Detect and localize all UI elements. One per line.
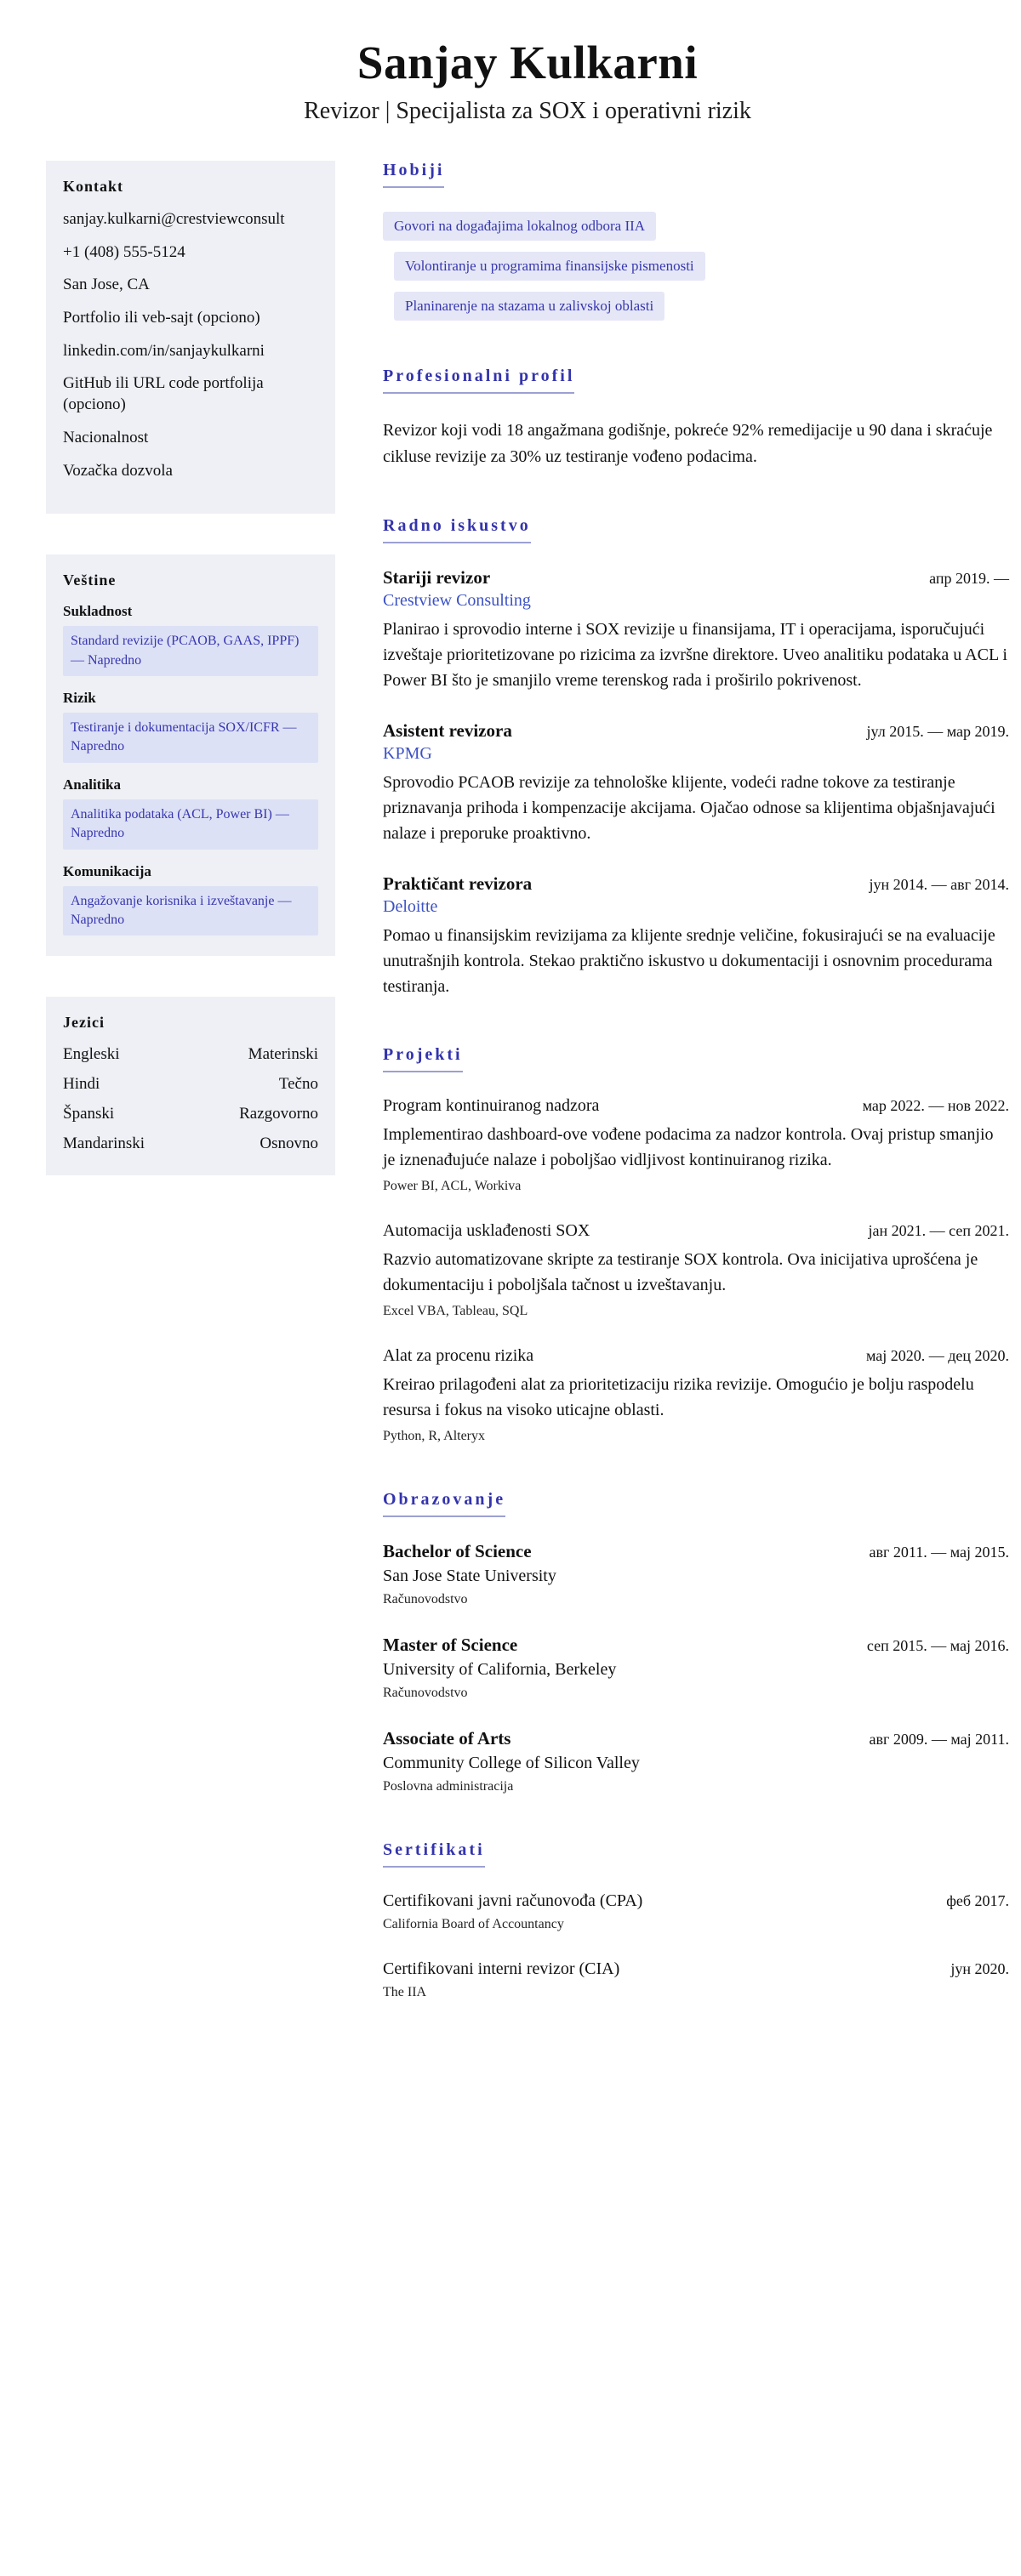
language-name: Mandarinski [63, 1134, 145, 1153]
education-section [383, 1490, 1009, 1794]
content-columns [46, 161, 1009, 2046]
certification-name: Certifikovani interni revizor (CIA) [383, 1959, 620, 1978]
project-entry [383, 1346, 1009, 1444]
entry-header [383, 1891, 1009, 1911]
skill-chip: Angažovanje korisnika i izveštavanje — Napredno [63, 886, 318, 936]
hobby-tag: Volontiranje u programima finansijske pismenosti [394, 252, 705, 281]
experience-heading: Radno iskustvo [383, 516, 531, 543]
skill-chip: Testiranje i dokumentacija SOX/ICFR — Napredno [63, 713, 318, 763]
date-range: авг 2011. — мај 2015. [869, 1544, 1009, 1561]
project-description: Razvio automatizovane skripte za testiranje SOX kontrola. Ova inicijativa uprošćena je dokumentaciju i poboljšala tačnost u izveštavanju. [383, 1250, 978, 1294]
language-row [63, 1134, 318, 1153]
company-link[interactable]: Deloitte [383, 897, 438, 916]
job-subtitle: Revizor | Specijalista za SOX i operativni rizik [304, 98, 751, 124]
date-range: јун 2020. [950, 1960, 1009, 1977]
experience-entry [383, 720, 1009, 846]
language-row [63, 1045, 318, 1064]
field-of-study: Poslovna administracija [383, 1779, 514, 1794]
language-level: Materinski [248, 1045, 318, 1064]
date-range: авг 2009. — мај 2011. [869, 1731, 1009, 1748]
education-entry [383, 1541, 1009, 1607]
field-of-study: Računovodstvo [383, 1592, 468, 1606]
project-entry [383, 1221, 1009, 1319]
profile-text: Revizor koji vodi 18 angažmana godišnje, pokreće 92% remedijacije u 90 dana i skraćuje cikluse revizije za 30% uz testiranje vođeno podacima. [383, 421, 993, 466]
skill-category: Rizik [63, 689, 96, 706]
profile-heading: Profesionalni profil [383, 367, 574, 394]
entry-header [383, 1221, 1009, 1241]
job-description: Pomao u finansijskim revizijama za klijente srednje veličine, fokusirajući se na evaluacije unutrašnjih kontrola. Stekao praktično iskustvo u dokumentaciji i osnovnim procedurama testiranja. [383, 926, 995, 996]
skill-category: Analitika [63, 776, 122, 793]
certifications-heading: Sertifikati [383, 1840, 485, 1868]
hobby-tag-row [394, 292, 1009, 321]
certification-entry [383, 1959, 1009, 2000]
resume-header [46, 36, 1009, 125]
language-level: Razgovorno [239, 1105, 318, 1123]
company-link[interactable]: Crestview Consulting [383, 591, 531, 610]
main-column [383, 161, 1009, 2046]
contact-nationality: Nacionalnost [63, 428, 149, 446]
project-tech: Power BI, ACL, Workiva [383, 1179, 522, 1193]
language-name: Engleski [63, 1045, 120, 1064]
languages-title: Jezici [63, 1014, 105, 1032]
entry-header [383, 720, 1009, 742]
projects-section [383, 1045, 1009, 1444]
school-name: University of California, Berkeley [383, 1660, 617, 1679]
hobby-tag: Planinarenje na stazama u zalivskoj oblasti [394, 292, 665, 321]
degree-title: Associate of Arts [383, 1728, 511, 1749]
experience-entry [383, 567, 1009, 693]
education-entry [383, 1728, 1009, 1794]
date-range: јан 2021. — сеп 2021. [868, 1222, 1009, 1239]
profile-section [383, 367, 1009, 470]
language-name: Hindi [63, 1075, 100, 1094]
contact-title: Kontakt [63, 178, 124, 195]
skill-chip: Standard revizije (PCAOB, GAAS, IPPF) — Napredno [63, 626, 318, 676]
languages-section [46, 997, 335, 1175]
contact-section [46, 161, 335, 514]
date-range: феб 2017. [946, 1892, 1009, 1909]
job-description: Sprovodio PCAOB revizije za tehnološke klijente, vodeći radne tokove za testiranje priznavanja prihoda i kompenzacije akcijama. Ojačao odnose sa klijentima objašnjavajući nalaze i preporuke proaktivno. [383, 773, 995, 843]
project-entry [383, 1096, 1009, 1194]
hobby-tag: Govori na događajima lokalnog odbora IIA [383, 212, 656, 241]
skill-chip: Analitika podataka (ACL, Power BI) — Napredno [63, 799, 318, 850]
entry-header [383, 1096, 1009, 1116]
role-title: Praktičant revizora [383, 873, 533, 894]
date-range: сеп 2015. — мај 2016. [866, 1637, 1009, 1654]
language-name: Španski [63, 1105, 115, 1123]
project-description: Kreirao prilagođeni alat za prioritetizaciju rizika revizije. Omogućio je bolju raspodelu resursa i fokus na visoko uticajne oblasti. [383, 1375, 974, 1419]
school-name: Community College of Silicon Valley [383, 1754, 640, 1772]
degree-title: Bachelor of Science [383, 1541, 532, 1561]
skills-title: Veštine [63, 571, 117, 589]
degree-title: Master of Science [383, 1635, 518, 1655]
entry-header [383, 1541, 1009, 1562]
education-heading: Obrazovanje [383, 1490, 505, 1517]
experience-section [383, 516, 1009, 999]
contact-portfolio: Portfolio ili veb-sajt (opciono) [63, 309, 260, 327]
project-tech: Excel VBA, Tableau, SQL [383, 1304, 528, 1318]
language-row [63, 1105, 318, 1123]
contact-drivers-license: Vozačka dozvola [63, 461, 173, 480]
entry-header [383, 1728, 1009, 1749]
language-level: Tečno [278, 1075, 318, 1094]
projects-heading: Projekti [383, 1045, 463, 1072]
date-range: јул 2015. — мар 2019. [866, 723, 1009, 740]
experience-entry [383, 873, 1009, 999]
date-range: јун 2014. — авг 2014. [869, 876, 1009, 893]
job-description: Planirao i sprovodio interne i SOX revizije u finansijama, IT i operacijama, isporučujući izveštaje prioritetizovane po rizicima za izvršne direktore. Uveo analitiku podataka u ACL i Power BI što je smanjilo vreme terenskog rada i proširilo pokrivenost. [383, 620, 1007, 690]
skill-category: Komunikacija [63, 862, 151, 879]
project-title: Automacija usklađenosti SOX [383, 1221, 590, 1240]
certification-issuer: California Board of Accountancy [383, 1917, 564, 1931]
sidebar [46, 161, 335, 1216]
contact-github: GitHub ili URL code portfolija (opciono) [63, 374, 264, 414]
skills-section [46, 554, 335, 956]
entry-header [383, 567, 1009, 589]
hobby-tag-row [394, 252, 1009, 281]
date-range: апр 2019. — [929, 570, 1009, 587]
hobbies-section [383, 161, 1009, 321]
date-range: мар 2022. — нов 2022. [862, 1097, 1009, 1114]
education-entry [383, 1635, 1009, 1701]
certification-issuer: The IIA [383, 1985, 427, 1999]
project-title: Program kontinuiranog nadzora [383, 1096, 600, 1115]
role-title: Stariji revizor [383, 567, 491, 588]
entry-header [383, 1959, 1009, 1979]
role-title: Asistent revizora [383, 720, 512, 741]
project-title: Alat za procenu rizika [383, 1346, 534, 1365]
language-row [63, 1075, 318, 1094]
entry-header [383, 1346, 1009, 1366]
contact-location: San Jose, CA [63, 276, 150, 294]
entry-header [383, 873, 1009, 895]
certifications-section [383, 1840, 1009, 2000]
skill-category: Sukladnost [63, 603, 133, 620]
certification-name: Certifikovani javni računovođa (CPA) [383, 1891, 643, 1910]
certification-entry [383, 1891, 1009, 1932]
language-level: Osnovno [260, 1134, 318, 1153]
page-title: Sanjay Kulkarni [356, 37, 699, 88]
project-description: Implementirao dashboard-ove vođene podacima za nadzor kontrola. Ovaj pristup smanjio je iznenađujuće nalaze i poboljšao vidljivost kontinuiranog rizika. [383, 1125, 994, 1169]
contact-linkedin: linkedin.com/in/sanjaykulkarni [63, 341, 265, 360]
field-of-study: Računovodstvo [383, 1686, 468, 1700]
school-name: San Jose State University [383, 1567, 556, 1585]
project-tech: Python, R, Alteryx [383, 1429, 486, 1443]
entry-header [383, 1635, 1009, 1656]
hobbies-heading: Hobiji [383, 161, 444, 188]
date-range: мај 2020. — дец 2020. [865, 1347, 1009, 1364]
contact-email: sanjay.kulkarni@crestviewconsult [63, 210, 285, 228]
company-link[interactable]: KPMG [383, 744, 432, 763]
contact-phone: +1 (408) 555-5124 [63, 242, 185, 261]
hobby-tag-row [383, 212, 1009, 241]
